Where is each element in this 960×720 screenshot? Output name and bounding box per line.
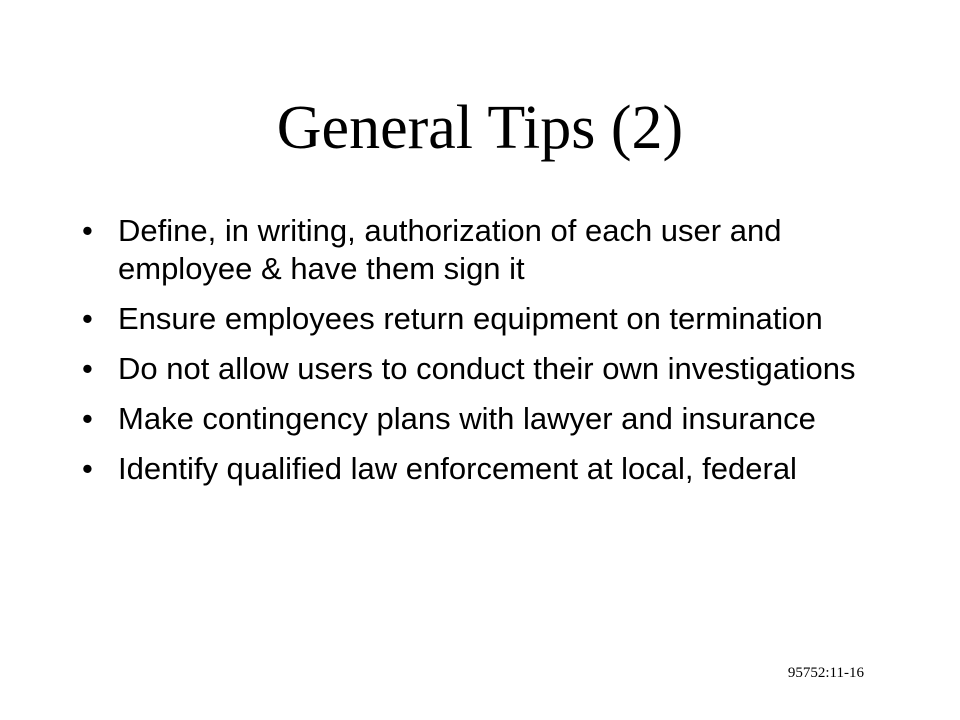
bullet-icon: • [82, 451, 93, 486]
slide-title: General Tips (2) [276, 94, 684, 162]
bullet-item [82, 300, 862, 338]
bullet-icon: • [82, 401, 93, 436]
bullet-item [82, 400, 862, 438]
bullet-item [82, 450, 862, 488]
bullet-text: Define, in writing, authorization of each user and employee & have them sign it [118, 213, 782, 286]
bullet-text: Do not allow users to conduct their own investigations [118, 351, 856, 386]
bullet-icon: • [82, 301, 93, 336]
bullet-icon: • [82, 213, 93, 248]
bullet-item [82, 350, 862, 388]
bullet-text: Identify qualified law enforcement at local, federal [118, 451, 797, 486]
bullet-text: Make contingency plans with lawyer and insurance [118, 401, 816, 436]
bullet-item [82, 212, 862, 288]
slide-footer-id: 95752:11-16 [787, 665, 864, 681]
bullet-list [82, 212, 862, 500]
bullet-icon: • [82, 351, 93, 386]
bullet-text: Ensure employees return equipment on termination [118, 301, 823, 336]
